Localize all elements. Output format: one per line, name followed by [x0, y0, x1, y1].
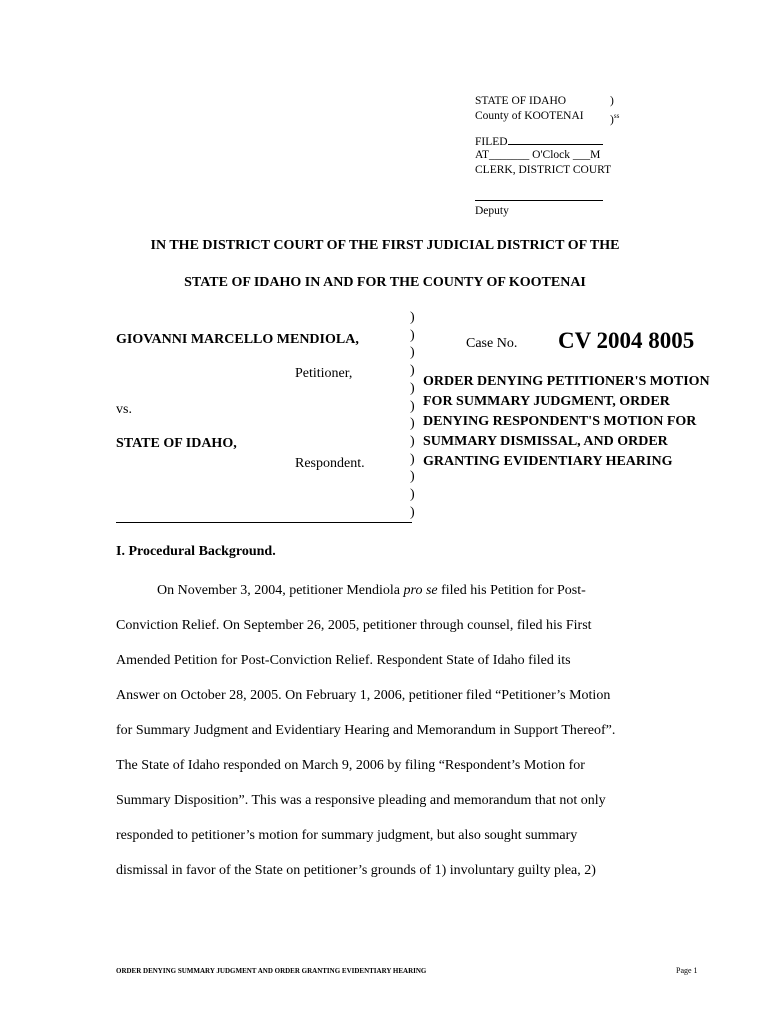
- respondent-name: STATE OF IDAHO,: [116, 436, 237, 451]
- stamp-state: STATE OF IDAHO: [475, 95, 567, 107]
- body-emphasis: pro se: [403, 583, 438, 598]
- footer-title: ORDER DENYING SUMMARY JUDGMENT AND ORDER GRANTING EVIDENTIARY HEARING: [116, 967, 427, 975]
- versus: vs.: [116, 402, 132, 417]
- stamp-paren: ): [610, 95, 614, 107]
- court-heading-line-2: STATE OF IDAHO IN AND FOR THE COUNTY OF KOOTENAI: [184, 275, 586, 290]
- body-line: dismissal in favor of the State on petitioner’s grounds of 1) involuntary guilty plea, 2): [116, 863, 596, 878]
- body-line: Conviction Relief. On September 26, 2005, petitioner through counsel, filed his First: [116, 618, 592, 633]
- section-heading: I. Procedural Background.: [116, 544, 276, 559]
- body-line: On November 3, 2004, petitioner Mendiola pro se filed his Petition for Post-: [157, 583, 586, 598]
- stamp-ss: ss: [613, 112, 620, 120]
- court-heading-line-1: IN THE DISTRICT COURT OF THE FIRST JUDICIAL DISTRICT OF THE: [150, 238, 620, 253]
- caption-rule: [116, 522, 412, 523]
- stamp-signature-rule: [475, 200, 603, 201]
- stamp-filed: FILED: [475, 133, 675, 148]
- body-paragraph: [116, 573, 656, 888]
- stamp-at-line: AT_______ O'Clock ___M: [475, 149, 601, 161]
- respondent-role: Respondent.: [295, 456, 365, 471]
- petitioner-name: GIOVANNI MARCELLO MENDIOLA,: [116, 332, 359, 347]
- petitioner-role: Petitioner,: [295, 366, 353, 381]
- stamp-deputy: Deputy: [475, 205, 509, 217]
- body-line: The State of Idaho responded on March 9, 2006 by filing “Respondent’s Motion for: [116, 758, 585, 773]
- order-title: ORDER DENYING PETITIONER'S MOTION FOR SUMMARY JUDGMENT, ORDER DENYING RESPONDENT'S MOTION FOR SUMMARY DISMISSAL, AND ORDER GRANTING EVIDENTIARY HEARING: [423, 374, 710, 469]
- filing-stamp: [475, 94, 675, 219]
- stamp-county: County of KOOTENAI: [475, 110, 584, 122]
- case-number: CV 2004 8005: [558, 328, 695, 353]
- body-line: Summary Disposition”. This was a responsive pleading and memorandum that not only: [116, 793, 606, 808]
- case-number-label: Case No.: [466, 336, 518, 351]
- caption-parentheses: ) ) ) ) ) ) ) ) ) ) ) ): [410, 310, 415, 520]
- body-line: Answer on October 28, 2005. On February 1, 2006, petitioner filed “Petitioner’s Motion: [116, 688, 611, 703]
- stamp-clerk: CLERK, DISTRICT COURT: [475, 164, 612, 176]
- body-line: for Summary Judgment and Evidentiary Hearing and Memorandum in Support Thereof”.: [116, 723, 616, 738]
- page-number: Page 1: [676, 966, 698, 975]
- body-line: responded to petitioner’s motion for summary judgment, but also sought summary: [116, 828, 578, 843]
- stamp-paren-ss: )$^{ss}$: [610, 112, 620, 126]
- body-line: Amended Petition for Post-Conviction Relief. Respondent State of Idaho filed its: [116, 653, 571, 668]
